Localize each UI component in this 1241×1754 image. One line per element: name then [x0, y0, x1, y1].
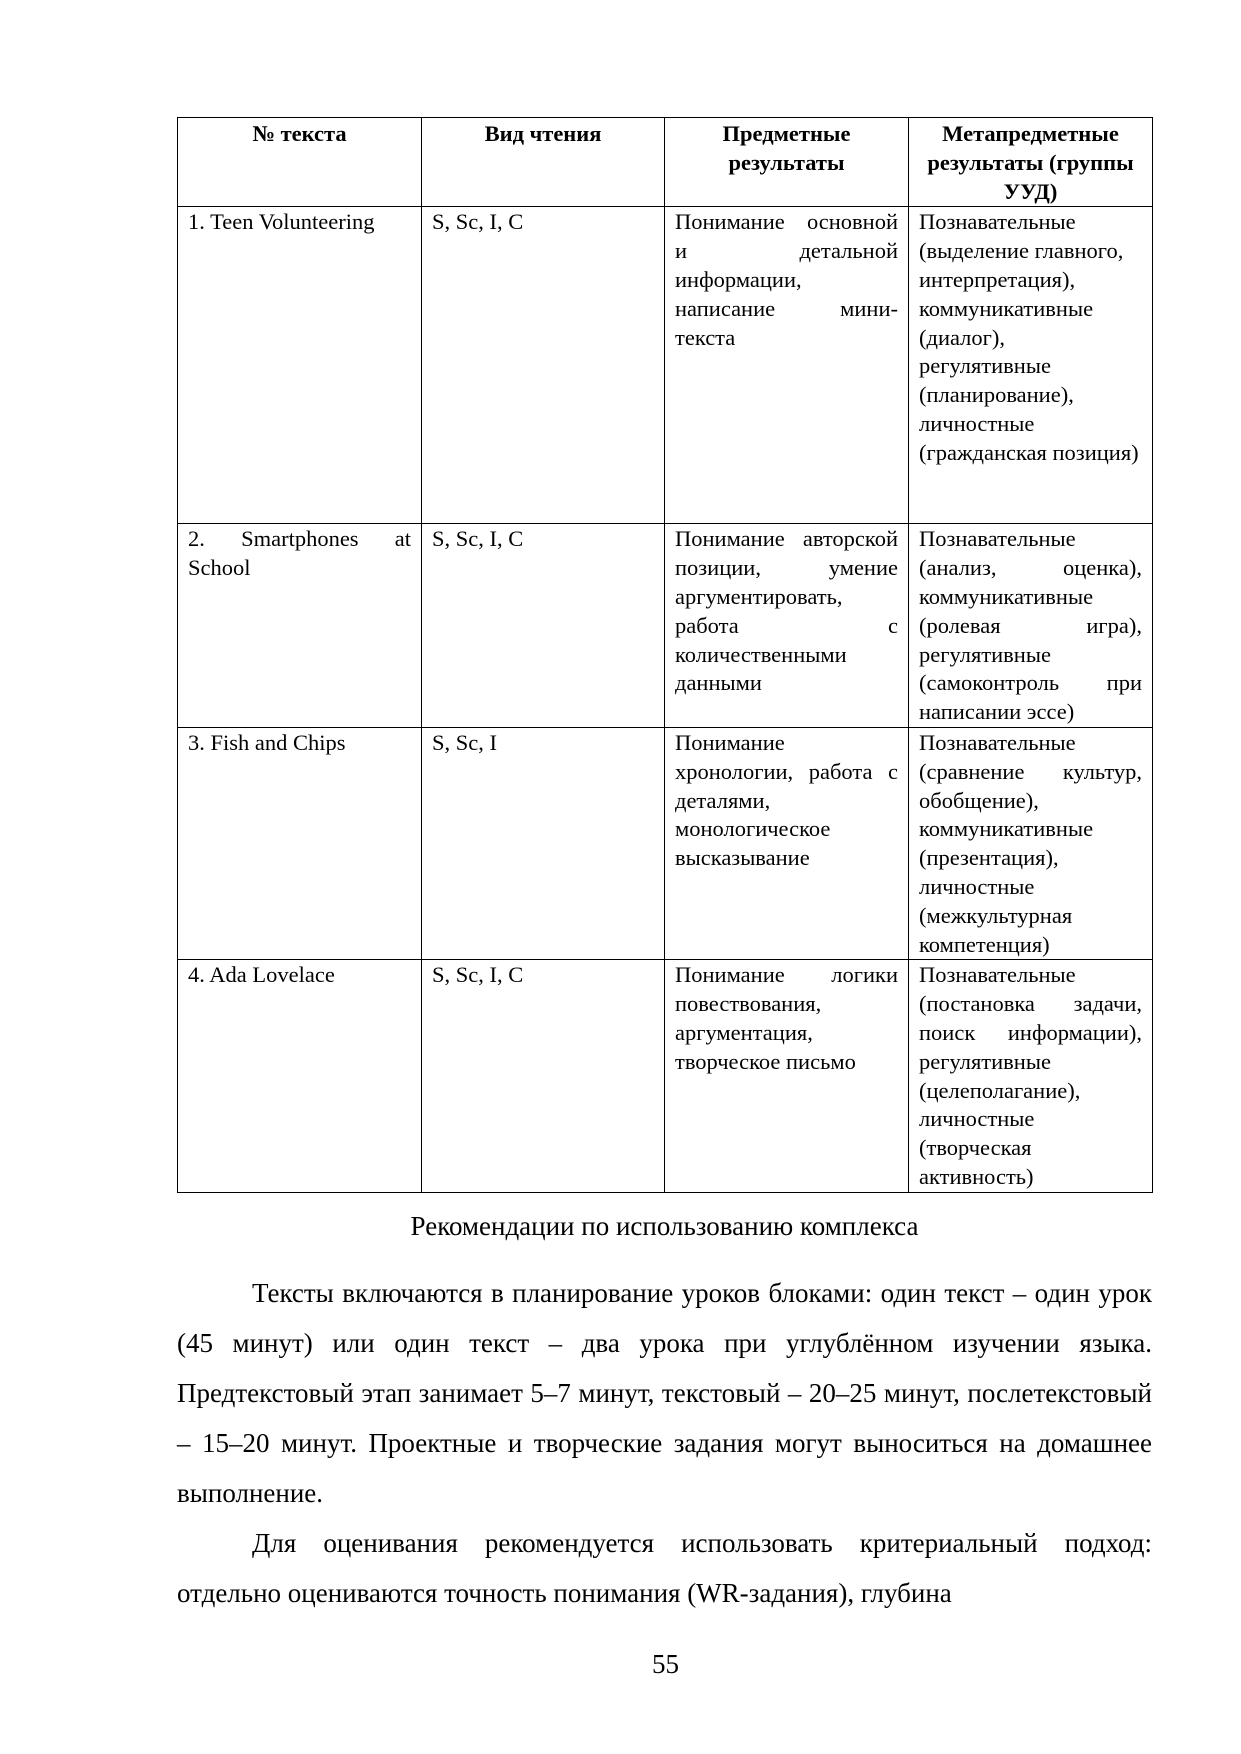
- cell-subject-results: Понимание авторской позиции, умение аргументировать, работа с количественными данными: [665, 524, 909, 728]
- header-meta-results: Метапредметные результаты (группы УУД): [909, 118, 1153, 207]
- cell-subject-results: Понимание логики повествования, аргументация, творческое письмо: [665, 960, 909, 1192]
- cell-text-number: 2. Smartphones at School: [178, 524, 422, 728]
- table-row: [178, 727, 1153, 959]
- table-row: [178, 524, 1153, 728]
- cell-reading-type: S, Sc, I, C: [422, 207, 665, 524]
- header-subject-results: Предметные результаты: [665, 118, 909, 207]
- table-row: [178, 960, 1153, 1192]
- cell-subject-results: Понимание хронологии, работа с деталями, монологическое высказывание: [665, 727, 909, 959]
- cell-meta-results: Познавательные (анализ, оценка), коммуникативные (ролевая игра), регулятивные (самоконтроль при написании эссе): [909, 524, 1153, 728]
- cell-reading-type: S, Sc, I, C: [422, 524, 665, 728]
- cell-meta-results: Познавательные (выделение главного, интерпретация), коммуникативные (диалог), регулятивные (планирование), личностные (гражданская позиция): [909, 207, 1153, 524]
- cell-meta-results: Познавательные (сравнение культур, обобщение), коммуникативные (презентация), личностные (межкультурная компетенция): [909, 727, 1153, 959]
- results-table: [177, 117, 1153, 1193]
- cell-subject-results: Понимание основной и детальной информации, написание мини-текста: [665, 207, 909, 524]
- cell-reading-type: S, Sc, I: [422, 727, 665, 959]
- cell-text-number: 3. Fish and Chips: [178, 727, 422, 959]
- cell-text-number: 1. Teen Volunteering: [178, 207, 422, 524]
- section-heading: Рекомендации по использованию комплекса: [410, 1211, 919, 1241]
- page-number: 55: [652, 1649, 679, 1679]
- header-text-number: № текста: [178, 118, 422, 207]
- body-text: [177, 1268, 1152, 1618]
- cell-meta-results: Познавательные (постановка задачи, поиск информации), регулятивные (целеполагание), личностные (творческая активность): [909, 960, 1153, 1192]
- paragraph: Для оценивания рекомендуется использовать критериальный подход: отдельно оцениваются точность понимания (WR-задания), глубина: [177, 1528, 1152, 1608]
- table-header-row: [178, 118, 1153, 207]
- table-row: [178, 207, 1153, 524]
- paragraph: Тексты включаются в планирование уроков блоками: один текст – один урок (45 минут) или один текст – два урока при углублённом изучении языка. Предтекстовый этап занимает 5–7 минут, текстовый – 20–25 минут, послетекстовый – 15–20 минут. Проектные и творческие задания могут выноситься на домашнее выполнение.: [177, 1278, 1152, 1508]
- cell-text-number: 4. Ada Lovelace: [178, 960, 422, 1192]
- header-reading-type: Вид чтения: [422, 118, 665, 207]
- cell-reading-type: S, Sc, I, C: [422, 960, 665, 1192]
